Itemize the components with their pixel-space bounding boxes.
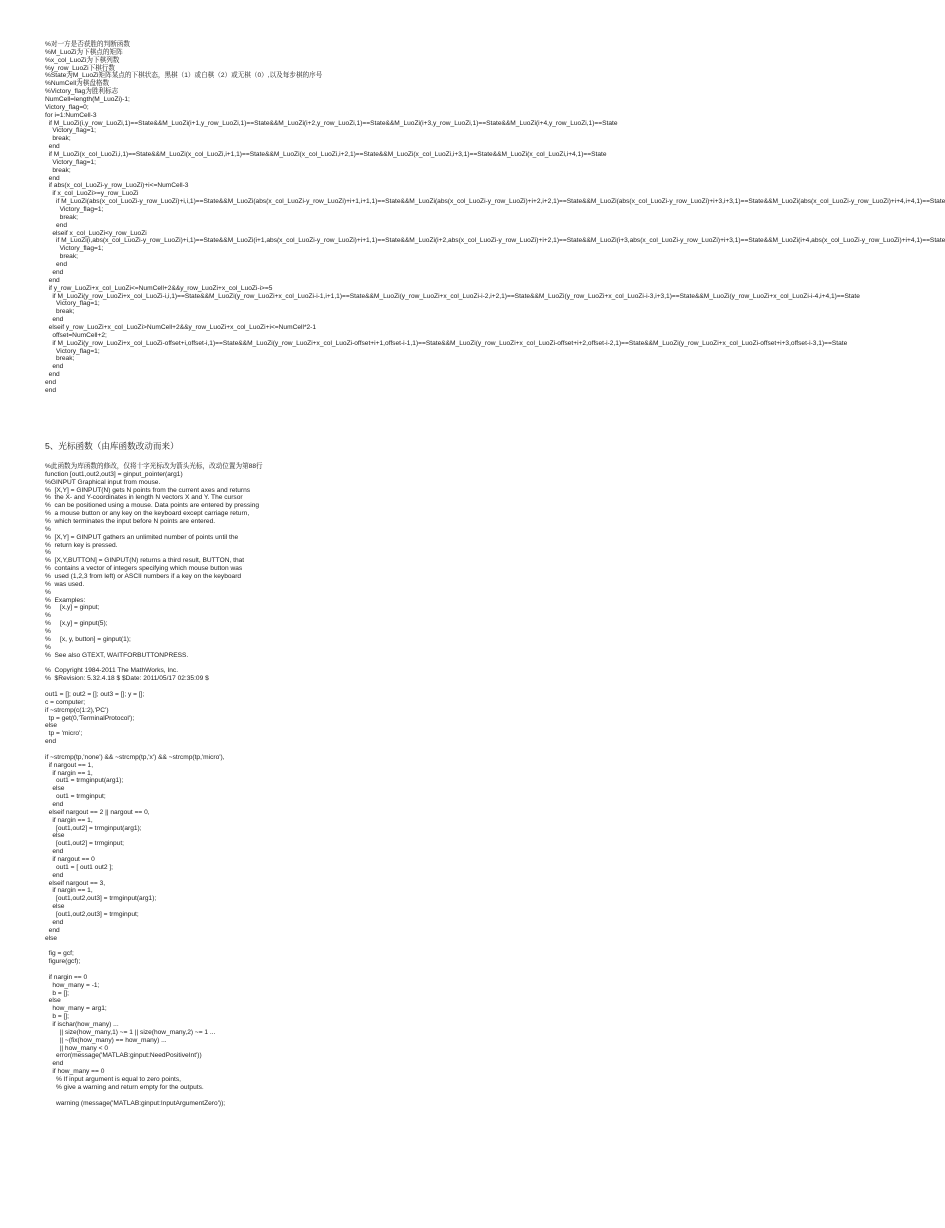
code-line: end	[45, 386, 57, 394]
code-line: end	[45, 848, 64, 856]
code-line: tp = 'micro';	[45, 730, 83, 738]
code-line: b = [];	[45, 989, 70, 997]
code-line: error(message('MATLAB:ginput:NeedPositiveInt'))	[45, 1052, 202, 1060]
code-line: NumCell=length(M_LuoZi)-1;	[45, 96, 130, 104]
code-line: c = computer;	[45, 698, 86, 706]
code-line: fig = gcf;	[45, 950, 74, 958]
code-line: break;	[45, 166, 71, 174]
code-line: end	[45, 1060, 64, 1068]
code-line: if M_LuoZi(y_row_LuoZi+x_col_LuoZi-offset+i,offset-i,1)==State&&M_LuoZi(y_row_LuoZi+x_col_LuoZi-offset+i+1,offset-i-1,1)==State&&M_LuoZi(y_row_LuoZi+x_col_LuoZi-offset+i+2,offset-i-2,1)==State&&M_LuoZi(y_row_LuoZi+x_col_LuoZi-offset+i+3,offset-i-3,1)==State	[45, 339, 848, 347]
code-line: end	[45, 261, 67, 269]
code-line: end	[45, 871, 64, 879]
code-line: %GINPUT Graphical input from mouse.	[45, 478, 161, 486]
code-line: end	[45, 143, 60, 151]
code-line: how_many = -1;	[45, 981, 100, 989]
code-line: [out1,out2,out3] = trmginput;	[45, 910, 139, 918]
code-line: break;	[45, 213, 78, 221]
code-line: % [X,Y] = GINPUT gathers an unlimited number of points until the	[45, 533, 239, 541]
code-line: if ischar(how_many) ...	[45, 1021, 119, 1029]
code-line	[45, 942, 828, 950]
code-line: for i=1:NumCell-3	[45, 111, 97, 119]
code-line: % [x,y] = ginput(5);	[45, 620, 108, 628]
code-line: end	[45, 276, 60, 284]
code-line: Victory_flag=1;	[45, 158, 97, 166]
code-line: %x_col_LuoZi为下棋列数	[45, 56, 120, 64]
code-line: %	[45, 525, 51, 533]
code-line: elseif y_row_LuoZi+x_col_LuoZi>NumCell+2&&y_row_LuoZi+x_col_LuoZi+i<=NumCell*2-1	[45, 323, 317, 331]
code-line: if M_LuoZi(i,y_row_LuoZi,1)==State&&M_LuoZi(i+1,y_row_LuoZi,1)==State&&M_LuoZi(i+2,y_row_LuoZi,1)==State&&M_LuoZi(i+3,y_row_LuoZi,1)==State&&M_LuoZi(i+4,y_row_LuoZi,1)==State	[45, 119, 618, 127]
code-block-ginput-pointer	[45, 463, 828, 1107]
code-line: if nargin == 1,	[45, 816, 93, 824]
code-line: Victory_flag=1;	[45, 206, 104, 214]
code-line: else	[45, 903, 65, 911]
code-line: end	[45, 918, 64, 926]
code-line: || how_many < 0	[45, 1044, 108, 1052]
code-line: Victory_flag=0;	[45, 103, 89, 111]
code-line	[45, 746, 828, 754]
code-line: elseif nargout == 3,	[45, 879, 106, 887]
code-line: % contains a vector of integers specifying which mouse button was	[45, 565, 243, 573]
code-line: elseif nargout == 2 || nargout == 0,	[45, 808, 150, 816]
code-line: Victory_flag=1;	[45, 245, 104, 253]
code-line: [out1,out2,out3] = trmginput(arg1);	[45, 895, 157, 903]
code-line: % the X- and Y-coordinates in length N vectors X and Y. The cursor	[45, 494, 243, 502]
code-line: if nargout == 0	[45, 855, 95, 863]
code-line: Victory_flag=1;	[45, 127, 97, 135]
code-line	[45, 966, 828, 974]
code-line: Victory_flag=1;	[45, 300, 100, 308]
code-line: if M_LuoZi(y_row_LuoZi+x_col_LuoZi-i,i,1)==State&&M_LuoZi(y_row_LuoZi+x_col_LuoZi-i-1,i+1,1)==State&&M_LuoZi(y_row_LuoZi+x_col_LuoZi-i-2,i+2,1)==State&&M_LuoZi(y_row_LuoZi+x_col_LuoZi-i-3,i+3,1)==State&&M_LuoZi(y_row_LuoZi+x_col_LuoZi-i-4,i+4,1)==State	[45, 292, 860, 300]
code-line: || size(how_many,1) ~= 1 || size(how_many,2) ~= 1 ...	[45, 1028, 216, 1036]
code-line: end	[45, 926, 60, 934]
code-line: % [X,Y] = GINPUT(N) gets N points from the current axes and returns	[45, 486, 251, 494]
code-line: if M_LuoZi(abs(x_col_LuoZi-y_row_LuoZi)+i,i,1)==State&&M_LuoZi(abs(x_col_LuoZi-y_row_LuoZi)+i+1,i+1,1)==State&&M_LuoZi(abs(x_col_LuoZi-y_row_LuoZi)+i+2,i+2,1)==State&&M_LuoZi(abs(x_col_LuoZi-y_row_LuoZi)+i+3,i+3,1)==State&&M_LuoZi(abs(x_col_LuoZi-y_row_LuoZi)+i+4,i+4,1)==State	[45, 198, 945, 206]
code-line: [out1,out2] = trmginput;	[45, 840, 124, 848]
code-line: break;	[45, 308, 75, 316]
code-line: else	[45, 832, 65, 840]
code-line: out1 = [ out1 out2 ];	[45, 863, 113, 871]
code-line: % was used.	[45, 580, 85, 588]
code-line: if how_many == 0	[45, 1068, 105, 1076]
code-line: warning (message('MATLAB:ginput:InputArgumentZero'));	[45, 1099, 226, 1107]
code-line: %此函数为库函数的修改，仅将十字光标改为箭头光标，改动位置为第88行	[45, 463, 263, 470]
code-line: % give a warning and return empty for the outputs.	[45, 1083, 204, 1091]
code-block-victory-check	[45, 41, 945, 395]
code-line: else	[45, 997, 61, 1005]
code-line: % Examples:	[45, 596, 86, 604]
code-line: %	[45, 628, 51, 636]
code-line: %NumCell为棋盘格数	[45, 80, 110, 88]
code-line: if nargin == 0	[45, 973, 88, 981]
section-heading: 5、光标函数（由库函数改动而来）	[45, 441, 179, 451]
code-line: break;	[45, 355, 75, 363]
code-line: %Victory_flag为胜利标志	[45, 88, 119, 96]
code-line: || ~(fix(how_many) == how_many) ...	[45, 1036, 167, 1044]
code-line: if abs(x_col_LuoZi-y_row_LuoZi)+i<=NumCell-3	[45, 182, 189, 190]
code-line: out1 = trmginput;	[45, 793, 106, 801]
code-line: Victory_flag=1;	[45, 347, 100, 355]
code-line: % Copyright 1984-2011 The MathWorks, Inc.	[45, 667, 179, 675]
code-line: if y_row_LuoZi+x_col_LuoZi<=NumCell+2&&y_row_LuoZi+x_col_LuoZi-i>=5	[45, 284, 273, 292]
code-line: if nargout == 1,	[45, 761, 94, 769]
code-line	[45, 1092, 828, 1100]
code-line: end	[45, 800, 64, 808]
code-line: if x_col_LuoZi>=y_row_LuoZi	[45, 190, 139, 198]
code-line: else	[45, 785, 65, 793]
code-line: % [X,Y,BUTTON] = GINPUT(N) returns a third result, BUTTON, that	[45, 557, 245, 565]
code-line: end	[45, 371, 60, 379]
code-line: %	[45, 612, 51, 620]
code-line: %M_LuoZi为下棋点的矩阵	[45, 48, 123, 56]
code-line: out1 = []; out2 = []; out3 = []; y = [];	[45, 690, 145, 698]
code-line: % return key is pressed.	[45, 541, 118, 549]
code-line: % See also GTEXT, WAITFORBUTTONPRESS.	[45, 651, 189, 659]
code-line: end	[45, 738, 57, 746]
code-line: function [out1,out2,out3] = ginput_pointer(arg1)	[45, 470, 183, 478]
code-line: else	[45, 722, 58, 730]
code-line: end	[45, 378, 57, 386]
code-line: end	[45, 363, 64, 371]
code-line: if ~strcmp(c(1:2),'PC')	[45, 706, 109, 714]
code-line: break;	[45, 135, 71, 143]
code-line: %State为M_LuoZi矩阵某点的下棋状态，黑棋（1）或白棋（2）或无棋（0）,以及每步棋的序号	[45, 72, 323, 80]
code-line: elseif x_col_LuoZi<y_row_LuoZi	[45, 229, 147, 237]
code-line	[45, 659, 828, 667]
code-line: % [x, y, button] = ginput(1);	[45, 635, 131, 643]
code-line: tp = get(0,'TerminalProtocol');	[45, 714, 135, 722]
code-line: end	[45, 221, 67, 229]
code-line: if M_LuoZi(i,abs(x_col_LuoZi-y_row_LuoZi)+i,1)==State&&M_LuoZi(i+1,abs(x_col_LuoZi-y_row_LuoZi)+i+1,1)==State&&M_LuoZi(i+2,abs(x_col_LuoZi-y_row_LuoZi)+i+2,1)==State&&M_LuoZi(i+3,abs(x_col_LuoZi-y_row_LuoZi)+i+3,1)==State&&M_LuoZi(i+4,abs(x_col_LuoZi-y_row_LuoZi)+i+4,1)==State	[45, 237, 945, 245]
code-line: if ~strcmp(tp,'none') && ~strcmp(tp,'x') && ~strcmp(tp,'micro'),	[45, 753, 225, 761]
code-line: % a mouse button or any key on the keyboard except carriage return,	[45, 510, 250, 518]
code-line: % which terminates the input before N points are entered.	[45, 518, 216, 526]
code-line: figure(gcf);	[45, 958, 81, 966]
code-line: %y_row_LuoZi下棋行数	[45, 64, 115, 72]
code-line: b = [];	[45, 1013, 70, 1021]
code-line: if M_LuoZi(x_col_LuoZi,i,1)==State&&M_LuoZi(x_col_LuoZi,i+1,1)==State&&M_LuoZi(x_col_LuoZi,i+2,1)==State&&M_LuoZi(x_col_LuoZi,i+3,1)==State&&M_LuoZi(x_col_LuoZi,i+4,1)==State	[45, 151, 607, 159]
code-line: %	[45, 643, 51, 651]
code-line: %	[45, 588, 51, 596]
code-line: how_many = arg1;	[45, 1005, 107, 1013]
code-line: % can be positioned using a mouse. Data points are entered by pressing	[45, 502, 260, 510]
code-line: offset=NumCell+2;	[45, 331, 107, 339]
code-line: break;	[45, 253, 78, 261]
code-line: % $Revision: 5.32.4.18 $ $Date: 2011/05/17 02:35:09 $	[45, 675, 209, 683]
code-line: %对一方是否获胜的判断函数	[45, 41, 130, 48]
code-line: %	[45, 549, 51, 557]
code-line: % used (1,2,3 from left) or ASCII numbers if a key on the keyboard	[45, 573, 242, 581]
code-line: else	[45, 934, 58, 942]
code-line: % [x,y] = ginput;	[45, 604, 100, 612]
code-line	[45, 683, 828, 691]
code-line: if nargin == 1,	[45, 887, 93, 895]
code-line: end	[45, 174, 60, 182]
code-line: if nargin == 1,	[45, 769, 93, 777]
code-line: % If input argument is equal to zero points,	[45, 1076, 181, 1084]
code-line: [out1,out2] = trmginput(arg1);	[45, 824, 142, 832]
code-line: end	[45, 268, 64, 276]
code-line: end	[45, 316, 64, 324]
code-line: out1 = trmginput(arg1);	[45, 777, 124, 785]
